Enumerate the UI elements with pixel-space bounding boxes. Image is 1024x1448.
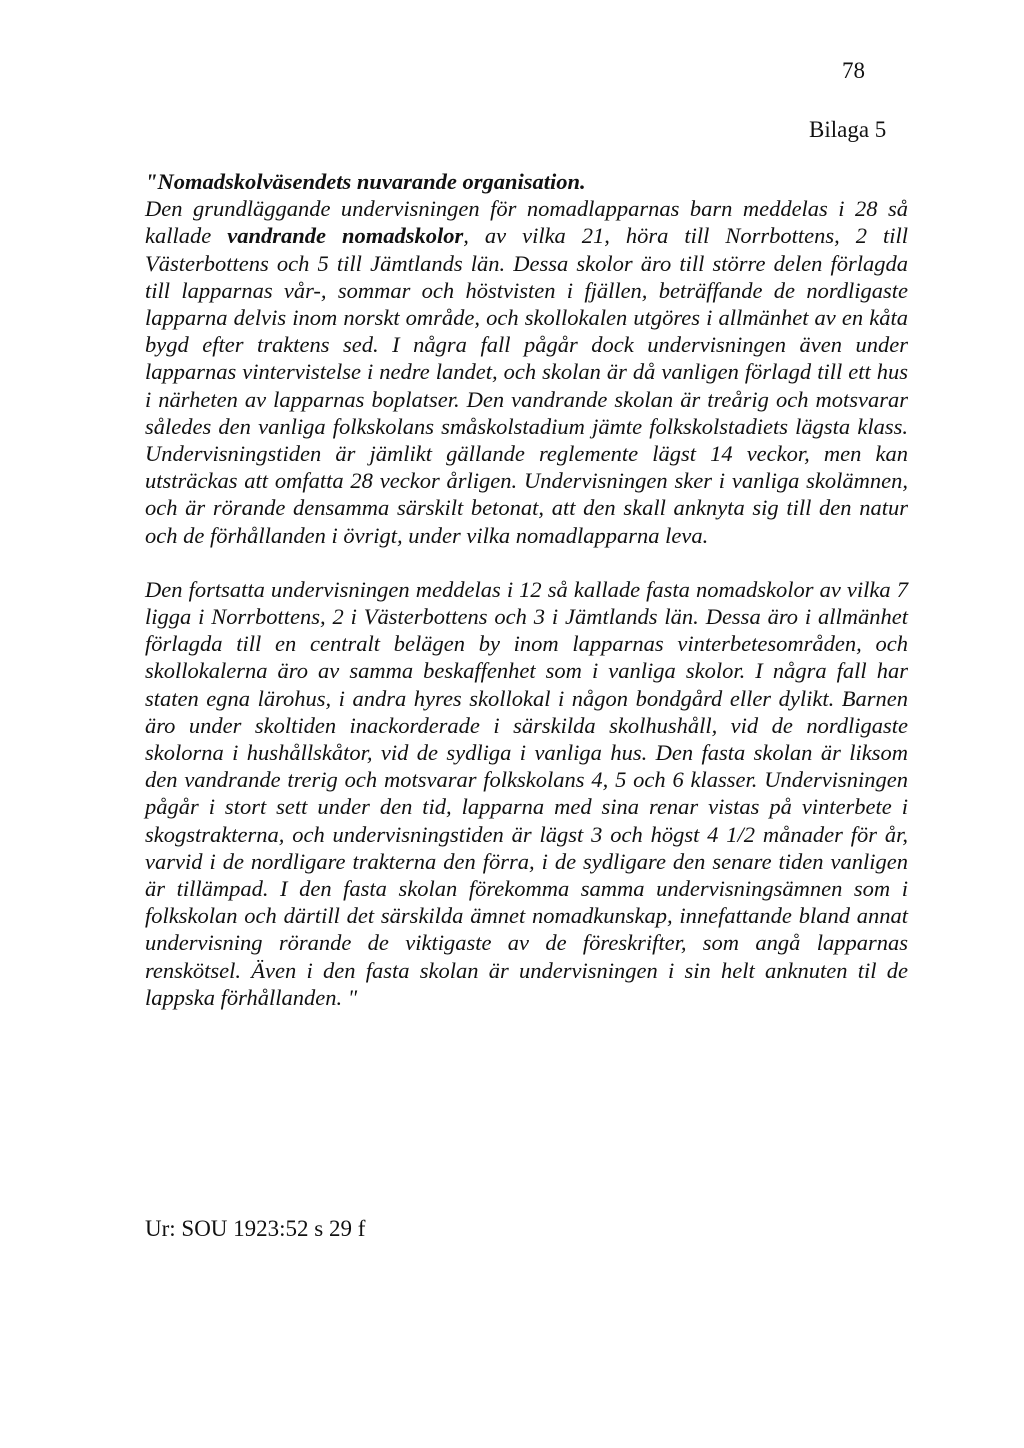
paragraph-1-emphasis: vandrande nomadskolor	[227, 223, 464, 249]
appendix-label: Bilaga 5	[809, 117, 887, 142]
section-heading: "Nomadskolväsendets nuvarande organisation.	[145, 169, 586, 194]
paragraph-2: Den fortsatta undervisningen meddelas i 12 så kallade fasta nomadskolor av vilka 7 ligga i Norrbottens, 2 i Västerbottens och 3 i Jämtlands län. Dessa äro i allmänhet förlagda till en centralt belägen by inom lapparnas vinterbetesområden, och skollokalerna äro av samma beskaffenhet som i vanliga skolor. I några fall har staten egna lärohus, i andra hyres skollokal i någon bondgård eller dylikt. Barnen äro under skoltiden inackorderade i särskilda skolhushåll, vid de nordligaste skolorna i hushållskåtor, vid de sydliga i vanliga hus. Den fasta skolan är liksom den vandrande trerig och motsvarar folkskolans 4, 5 och 6 klasser. Undervisningen pågår i stort sett under den tid, lapparna med sina renar vistas på vinterbete i skogstrakterna, och undervisningstiden är lägst 3 och högst 4 1/2 månader för år, varvid i de nordligare trakterna den förra, i de sydligare den senare tiden vanligen är tillämpad. I den fasta skolan förekomma samma undervisningsämnen som i folkskolan och därtill det särskilda ämnet nomadkunskap, innefattande bland annat undervisning rörande de viktigaste av de föreskrifter, som angå lapparnas renskötsel. Även i den fasta skolan är undervisningen i sin helt anknuten til de lappska förhållanden. "	[145, 576, 908, 1010]
page-number: 78	[842, 58, 865, 83]
source-citation: Ur: SOU 1923:52 s 29 f	[145, 1216, 366, 1241]
paragraph-1	[145, 168, 908, 549]
paragraph-1-text-a: Den grundläggande undervisningen för nomadlapparnas barn meddelas i 28 så kallade	[145, 196, 908, 249]
paragraph-1-text-b: , av vilka 21, höra till Norrbottens, 2 till Västerbottens och 5 till Jämtlands län. Dessa skolor äro till större delen förlagda till lapparnas vår-, sommar och höstvisten i fjällen, beträffande de nordligaste lapparna delvis inom norskt område, och skollokalen utgöres i allmänhet av en kåta bygd efter traktens sed. I några fall pågår dock undervisningen även under lapparnas vintervistelse i nedre landet, och skolan är då vanligen förlagd till ett hus i närheten av lapparnas boplatser. Den vandrande skolan är treårig och motsvarar således den vanliga folkskolans småskolstadium jämte folkskolstadiets lägsta klass. Undervisningstiden är jämlikt gällande reglemente lägst 14 veckor, men kan utsträckas att omfatta 28 veckor årligen. Undervisningen sker i vanliga skolämnen, och är rörande densamma särskilt betonat, att den skall anknyta sig till den natur och de förhållanden i övrigt, under vilka nomadlapparna leva.	[145, 223, 908, 548]
article-body	[145, 168, 908, 1011]
